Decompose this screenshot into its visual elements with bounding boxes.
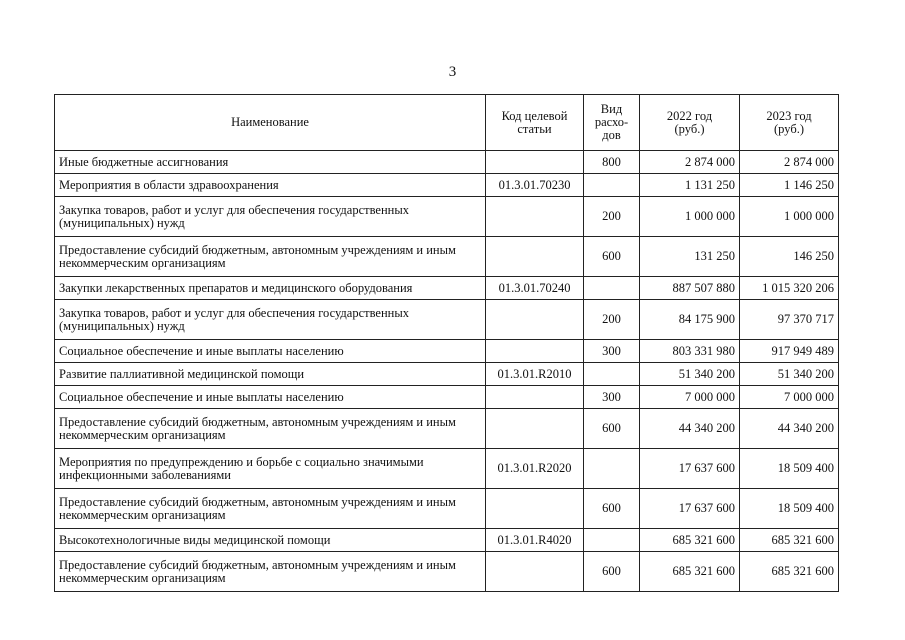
table-row	[55, 449, 839, 489]
row-2023-cell: 1 146 250	[740, 174, 839, 197]
row-code-cell	[486, 409, 584, 449]
table-row	[55, 174, 839, 197]
row-name-cell: Развитие паллиативной медицинской помощи	[55, 363, 486, 386]
row-2022-cell: 44 340 200	[640, 409, 740, 449]
table-row	[55, 237, 839, 277]
row-2022-cell: 1 000 000	[640, 197, 740, 237]
row-2022-cell: 131 250	[640, 237, 740, 277]
row-name-cell: Предоставление субсидий бюджетным, автономным учреждениям и иным некоммерческим организациям	[55, 489, 486, 529]
row-2022-cell: 17 637 600	[640, 489, 740, 529]
row-2022-cell: 51 340 200	[640, 363, 740, 386]
row-type-cell	[584, 363, 640, 386]
row-code-cell: 01.3.01.R2020	[486, 449, 584, 489]
row-2023-cell: 146 250	[740, 237, 839, 277]
row-name-cell: Закупка товаров, работ и услуг для обеспечения государственных (муниципальных) нужд	[55, 300, 486, 340]
row-2023-cell: 917 949 489	[740, 340, 839, 363]
row-code-cell	[486, 386, 584, 409]
row-2022-cell: 17 637 600	[640, 449, 740, 489]
row-type-cell: 600	[584, 237, 640, 277]
row-name-cell: Мероприятия в области здравоохранения	[55, 174, 486, 197]
row-type-cell: 200	[584, 300, 640, 340]
row-type-cell: 600	[584, 409, 640, 449]
row-type-cell	[584, 277, 640, 300]
row-name-cell: Социальное обеспечение и иные выплаты населению	[55, 340, 486, 363]
row-type-cell: 200	[584, 197, 640, 237]
row-type-cell: 300	[584, 340, 640, 363]
row-2023-cell: 1 015 320 206	[740, 277, 839, 300]
row-type-cell	[584, 529, 640, 552]
row-2023-cell: 44 340 200	[740, 409, 839, 449]
row-name-cell: Предоставление субсидий бюджетным, автономным учреждениям и иным некоммерческим организациям	[55, 237, 486, 277]
table-row	[55, 151, 839, 174]
row-name-cell: Высокотехнологичные виды медицинской помощи	[55, 529, 486, 552]
row-2022-cell: 887 507 880	[640, 277, 740, 300]
row-2022-cell: 84 175 900	[640, 300, 740, 340]
table-row	[55, 197, 839, 237]
row-name-cell: Иные бюджетные ассигнования	[55, 151, 486, 174]
table-row	[55, 409, 839, 449]
row-name-cell: Предоставление субсидий бюджетным, автономным учреждениям и иным некоммерческим организациям	[55, 409, 486, 449]
row-code-cell	[486, 489, 584, 529]
row-type-cell: 300	[584, 386, 640, 409]
row-2022-cell: 7 000 000	[640, 386, 740, 409]
table-row	[55, 489, 839, 529]
row-code-cell: 01.3.01.R2010	[486, 363, 584, 386]
header-code: Код целевой статьи	[486, 95, 584, 151]
table-row	[55, 552, 839, 592]
row-name-cell: Закупка товаров, работ и услуг для обеспечения государственных (муниципальных) нужд	[55, 197, 486, 237]
table-row	[55, 529, 839, 552]
row-2022-cell: 803 331 980	[640, 340, 740, 363]
header-type: Вид расхо-дов	[584, 95, 640, 151]
table-row	[55, 300, 839, 340]
row-type-cell	[584, 449, 640, 489]
row-code-cell	[486, 552, 584, 592]
row-2022-cell: 685 321 600	[640, 529, 740, 552]
row-code-cell: 01.3.01.70240	[486, 277, 584, 300]
table-row	[55, 277, 839, 300]
header-2022: 2022 год (руб.)	[640, 95, 740, 151]
row-name-cell: Предоставление субсидий бюджетным, автономным учреждениям и иным некоммерческим организациям	[55, 552, 486, 592]
table-row	[55, 340, 839, 363]
row-2023-cell: 2 874 000	[740, 151, 839, 174]
row-2023-cell: 18 509 400	[740, 489, 839, 529]
row-2022-cell: 2 874 000	[640, 151, 740, 174]
row-code-cell: 01.3.01.R4020	[486, 529, 584, 552]
row-code-cell: 01.3.01.70230	[486, 174, 584, 197]
row-2023-cell: 18 509 400	[740, 449, 839, 489]
row-type-cell: 600	[584, 552, 640, 592]
row-2023-cell: 1 000 000	[740, 197, 839, 237]
row-name-cell: Закупки лекарственных препаратов и медицинского оборудования	[55, 277, 486, 300]
header-2023: 2023 год (руб.)	[740, 95, 839, 151]
row-2022-cell: 685 321 600	[640, 552, 740, 592]
row-2023-cell: 51 340 200	[740, 363, 839, 386]
row-2022-cell: 1 131 250	[640, 174, 740, 197]
row-name-cell: Социальное обеспечение и иные выплаты населению	[55, 386, 486, 409]
row-type-cell: 600	[584, 489, 640, 529]
header-name: Наименование	[55, 95, 486, 151]
row-type-cell: 800	[584, 151, 640, 174]
table-row	[55, 363, 839, 386]
table-row	[55, 386, 839, 409]
page-number: 3	[448, 64, 457, 80]
row-type-cell	[584, 174, 640, 197]
row-code-cell	[486, 237, 584, 277]
row-2023-cell: 7 000 000	[740, 386, 839, 409]
row-2023-cell: 685 321 600	[740, 552, 839, 592]
table-header-row	[55, 95, 839, 151]
row-name-cell: Мероприятия по предупреждению и борьбе с социально значимыми инфекционными заболеваниями	[55, 449, 486, 489]
row-code-cell	[486, 340, 584, 363]
row-2023-cell: 685 321 600	[740, 529, 839, 552]
row-code-cell	[486, 197, 584, 237]
row-code-cell	[486, 151, 584, 174]
row-2023-cell: 97 370 717	[740, 300, 839, 340]
row-code-cell	[486, 300, 584, 340]
budget-table	[54, 94, 839, 592]
